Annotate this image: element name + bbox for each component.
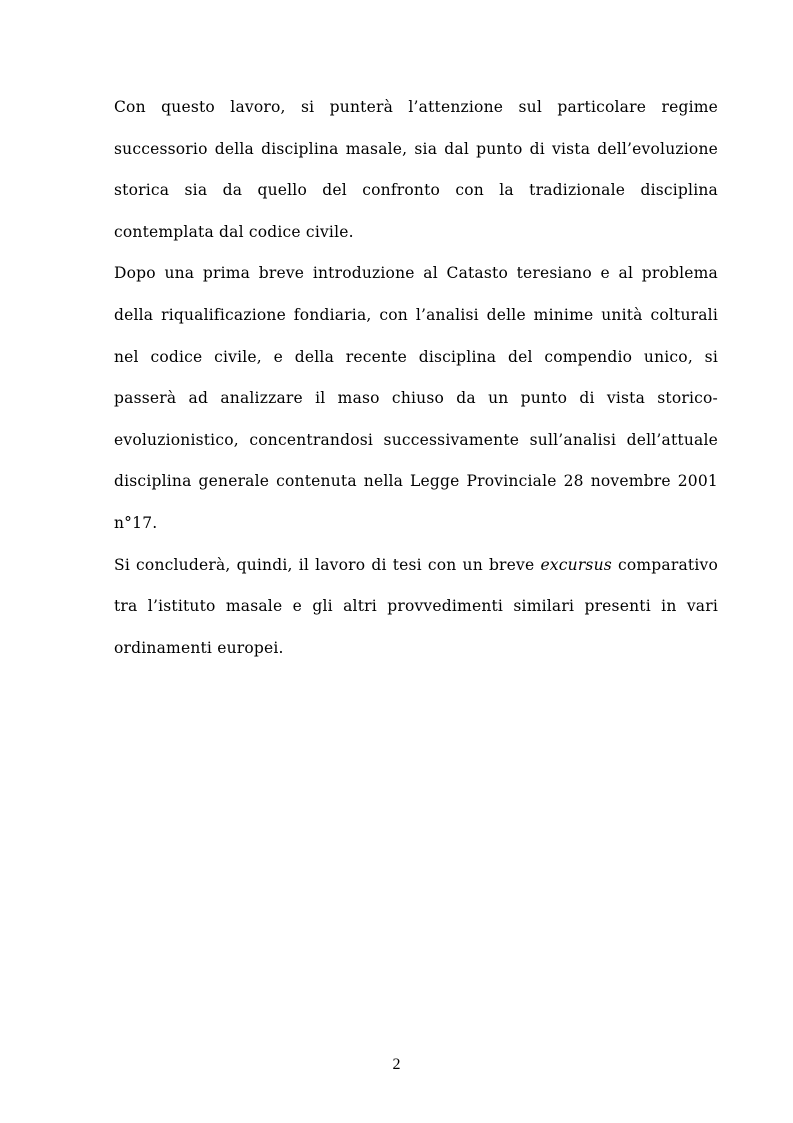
- paragraph-conclusion: [114, 545, 718, 670]
- paragraph-intro: Con questo lavoro, si punterà l’attenzione sul particolare regime successorio della disciplina masale, sia dal punto di vista dell’evoluzione storica sia da quello del confronto con la tradizionale disciplina contemplata dal codice civile.: [114, 98, 718, 241]
- paragraph-conclusion-end: comparativo tra l’istituto masale e gli altri provvedimenti similari presenti in vari ordinamenti europei.: [114, 555, 718, 657]
- page-number: 2: [392, 1056, 401, 1073]
- paragraph-structure: Dopo una prima breve introduzione al Catasto teresiano e al problema della riqualificazione fondiaria, con l’analisi delle minime unità colturali nel codice civile, e della recente disciplina del compendio unico, si passerà ad analizzare il maso chiuso da un punto di vista storico-evoluzionistico, concentrandosi successivamente sull’analisi dell’attuale disciplina generale contenuta nella Legge Provinciale 28 novembre 2001 n°17.: [114, 264, 718, 532]
- paragraph-conclusion-start: Si concluderà, quindi, il lavoro di tesi con un breve: [114, 555, 541, 574]
- emphasis-excursus: excursus: [540, 555, 612, 574]
- body-text: [114, 87, 718, 669]
